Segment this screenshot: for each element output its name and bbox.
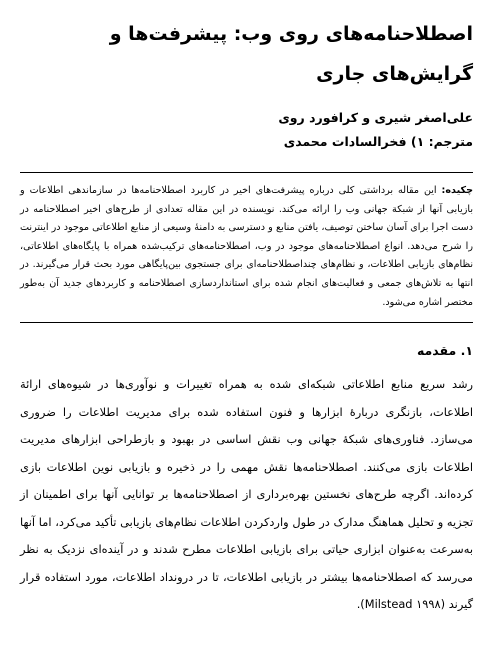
- author-block: [20, 106, 473, 154]
- article-page: [0, 14, 495, 645]
- abstract: [20, 182, 473, 312]
- abstract-text: این مقاله برداشتی کلی درباره پیشرفت‌های اخیر در کاربرد اصطلاحنامه‌ها در سازماندهی اطلاعات و بازیابی آنها از شبکة جهانی وب را ارائه می‌کند. نویسنده در این مقاله تعدادی از طرح‌های اخیر اصطلاحنامه در دست اجرا برای آسان ساختن توصیف، یافتن منابع و دسترسی به دامنهٔ وسیعی از منابع اطلاعاتی موجود در اینترنت را شرح می‌دهد. انواع اصطلاحنامه‌های موجود در وب، اصطلاحنامه‌های ترکیب‌شده همراه با پایگاه‌های اطلاعاتی، نظام‌های بازیابی اطلاعات، و نظام‌های چنداصطلاحنامه‌ای برای جستجوی بین‌پایگاهی مورد بحث قرار می‌گیرند. در انتها به تلاش‌های جمعی و فعالیت‌های انجام شده برای استانداردسازی اصطلاحنامه و کاربردهای جدید آن به‌طور مختصر اشاره می‌شود.: [20, 185, 473, 308]
- abstract-label: چکیده:: [441, 185, 473, 196]
- translator: مترجم: ۱) فخرالسادات محمدی: [283, 134, 473, 149]
- title-line-1: اصطلاحنامه‌های روی وب: پیشرفت‌ها و: [109, 23, 473, 45]
- section-heading-introduction: ۱. مقدمه: [416, 343, 473, 359]
- authors: علی‌اصغر شیری و کرافورد روی: [278, 110, 473, 125]
- divider-top: [20, 172, 473, 173]
- introduction-paragraph: رشد سریع منابع اطلاعاتی شبکه‌ای شده به همراه تغییرات و نوآوری‌ها در شیوه‌های ارائة اطلاعات، بازنگری دربارهٔ ابزارها و فنون استفاده شده برای مدیریت اطلاعات را ضروری می‌سازد. فناوری‌های شبکهٔ جهانی وب نقش اساسی در بهبود و بازطراحی ابزارهای مدیریت اطلاعات بازی می‌کنند. اصطلاحنامه‌ها نقش مهمی را در ذخیره و بازیابی نوین اطلاعات بازی کرده‌اند. اگرچه طرح‌های نخستین بهره‌برداری از اصطلاحنامه‌ها بر توانایی آنها برای اطمینان از تجزیه و تحلیل هماهنگ مدارک در طول واردکردن اطلاعات نظام‌های بازیابی تأکید می‌کرد، اما آنها به‌سرعت به‌عنوان ابزاری حیاتی برای بازیابی اطلاعات مطرح شدند و در آینده‌ای نزدیک به نظر می‌رسد که اصطلاحنامه‌ها بیشتر در بازیابی اطلاعات، تا در درونداد اطلاعات، مورد استفاده قرار گیرند (Milstead ۱۹۹۸).: [20, 377, 473, 612]
- article-title: [20, 14, 473, 94]
- title-line-2: گرایش‌های جاری: [316, 63, 473, 85]
- divider-bottom: [20, 322, 473, 323]
